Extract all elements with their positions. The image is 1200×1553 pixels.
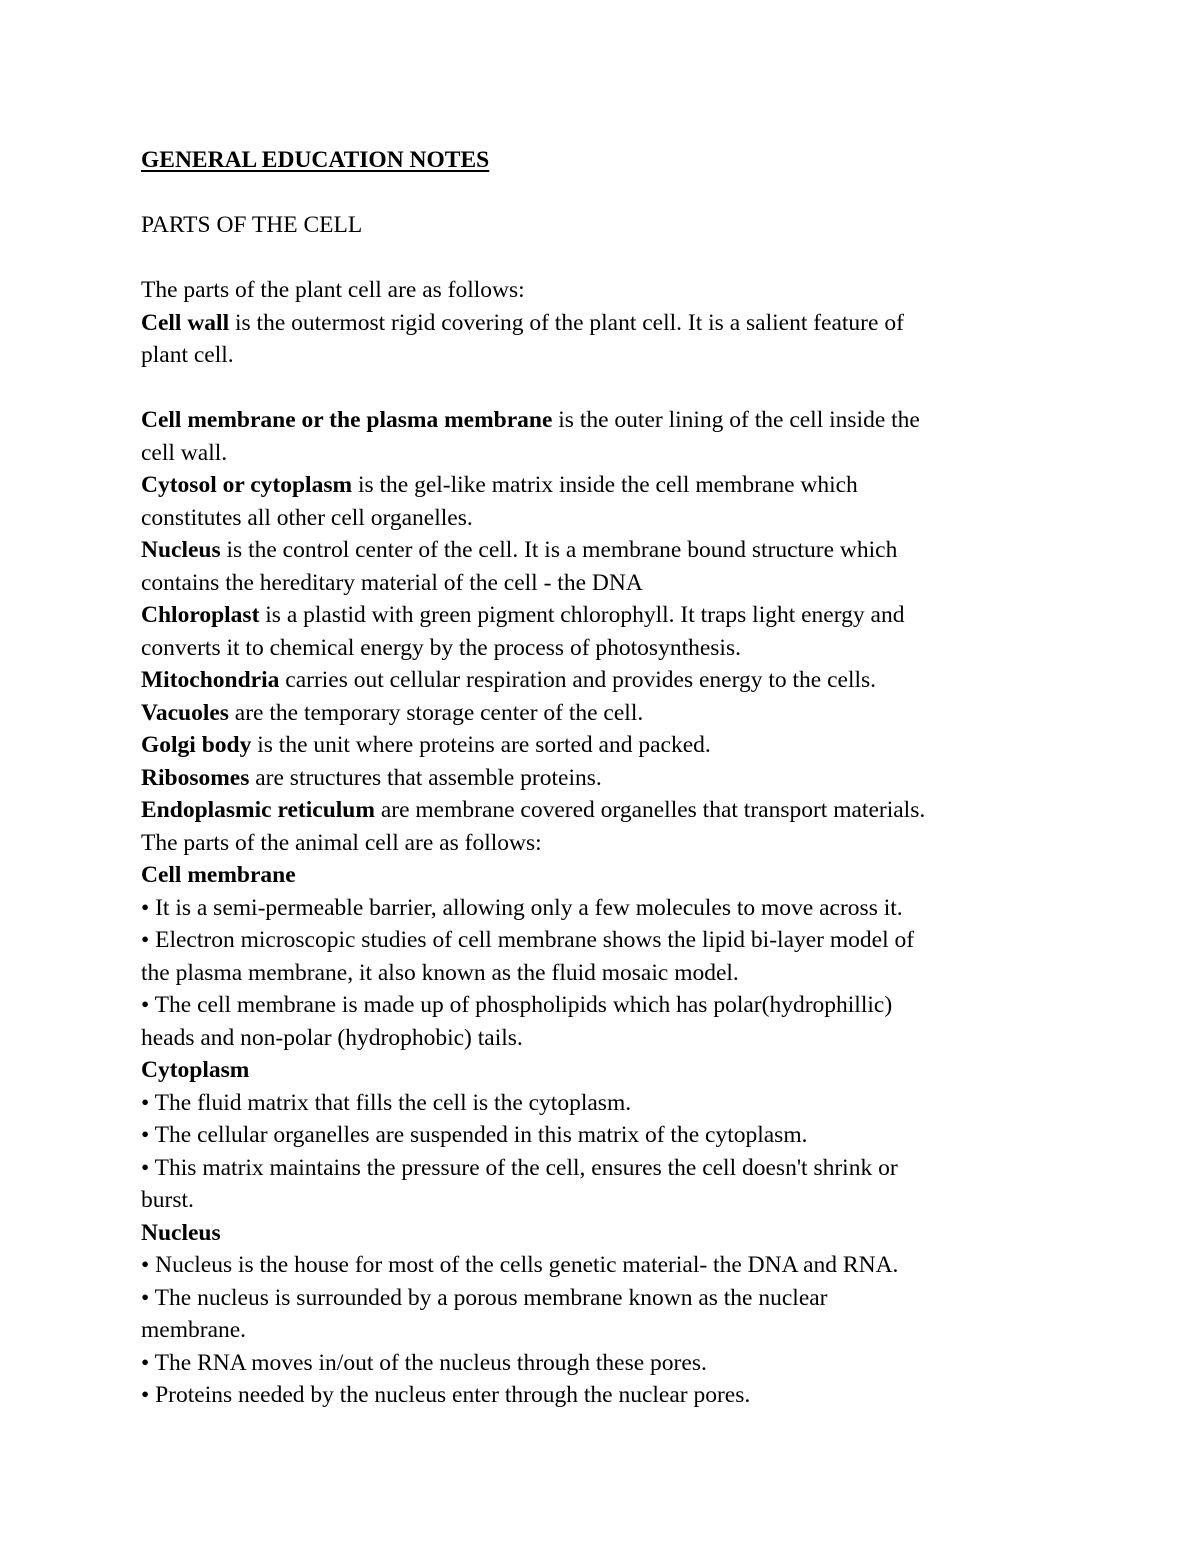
term: Cell wall	[141, 309, 230, 336]
bullet-line: • Proteins needed by the nucleus enter through the nuclear pores.	[141, 1382, 751, 1408]
plant-part-nucleus	[141, 534, 1076, 599]
spacer	[141, 177, 1076, 210]
animal-section-nucleus	[141, 1217, 1076, 1412]
term: Cytosol or cytoplasm	[141, 472, 353, 498]
section-title: PARTS OF THE CELL	[141, 212, 363, 238]
plant-cell-intro: The parts of the plant cell are as follows:	[141, 277, 525, 303]
plant-part-cell-membrane	[141, 404, 1076, 469]
animal-section-cytoplasm	[141, 1054, 1076, 1217]
section-heading: Cytoplasm	[141, 1057, 250, 1083]
section-heading: Cell membrane	[141, 862, 296, 888]
definition: is the unit where proteins are sorted and packed.	[251, 732, 711, 758]
plant-part-ribosomes	[141, 762, 1076, 795]
bullet-line: membrane.	[141, 1317, 247, 1343]
term: Vacuoles	[141, 699, 229, 726]
document-title: GENERAL EDUCATION NOTES	[141, 147, 490, 173]
bullet-line: • Electron microscopic studies of cell membrane shows the lipid bi-layer model of	[141, 927, 915, 953]
bullet-line: the plasma membrane, it also known as the fluid mosaic model.	[141, 959, 739, 986]
plant-part-chloroplast	[141, 599, 1076, 664]
definition-continued: converts it to chemical energy by the process of photosynthesis.	[141, 634, 741, 661]
definition: is the outermost rigid covering of the plant cell. It is a salient feature of	[229, 309, 904, 336]
bullet-line: • The fluid matrix that fills the cell is the cytoplasm.	[141, 1089, 632, 1116]
definition-continued: contains the hereditary material of the cell - the DNA	[141, 569, 643, 596]
bullet-line: • The nucleus is surrounded by a porous membrane known as the nuclear	[141, 1284, 828, 1311]
definition: are structures that assemble proteins.	[249, 764, 602, 791]
plant-part-cell-wall	[141, 307, 1076, 372]
document-page	[141, 144, 1076, 1412]
bullet-line: heads and non-polar (hydrophobic) tails.	[141, 1024, 523, 1051]
bullet-line: • The cell membrane is made up of phospholipids which has polar(hydrophillic)	[141, 992, 893, 1018]
animal-section-cell-membrane	[141, 859, 1076, 1054]
definition: is the outer lining of the cell inside the	[552, 407, 920, 433]
plant-part-endoplasmic-reticulum	[141, 794, 1076, 827]
plant-part-cytosol	[141, 469, 1076, 534]
bullet-line: • This matrix maintains the pressure of the cell, ensures the cell doesn't shrink or	[141, 1154, 898, 1181]
definition-continued: plant cell.	[141, 342, 234, 368]
definition: are membrane covered organelles that transport materials.	[374, 797, 926, 823]
term: Cell membrane or the plasma membrane	[141, 407, 553, 433]
definition: is the control center of the cell. It is a membrane bound structure which	[220, 537, 898, 563]
definition: are the temporary storage center of the cell.	[228, 699, 644, 726]
plant-part-vacuoles	[141, 697, 1076, 730]
term: Endoplasmic reticulum	[141, 797, 375, 823]
animal-cell-intro: The parts of the animal cell are as follows:	[141, 829, 542, 856]
term: Mitochondria	[141, 667, 280, 693]
bullet-line: • The RNA moves in/out of the nucleus through these pores.	[141, 1349, 707, 1376]
bullet-line: • It is a semi-permeable barrier, allowing only a few molecules to move across it.	[141, 894, 903, 921]
term: Nucleus	[141, 537, 221, 563]
bullet-line: burst.	[141, 1187, 194, 1213]
plant-part-mitochondria	[141, 664, 1076, 697]
section-heading: Nucleus	[141, 1219, 221, 1246]
term: Golgi body	[141, 732, 252, 758]
definition-continued: constitutes all other cell organelles.	[141, 504, 473, 531]
term: Ribosomes	[141, 764, 250, 791]
bullet-line: • Nucleus is the house for most of the cells genetic material- the DNA and RNA.	[141, 1252, 899, 1278]
definition: is the gel-like matrix inside the cell membrane which	[352, 472, 858, 498]
plant-part-golgi-body	[141, 729, 1076, 762]
spacer	[141, 372, 1076, 405]
definition: is a plastid with green pigment chlorophyll. It traps light energy and	[259, 602, 905, 628]
bullet-line: • The cellular organelles are suspended in this matrix of the cytoplasm.	[141, 1122, 808, 1148]
spacer	[141, 242, 1076, 275]
term: Chloroplast	[141, 602, 260, 628]
definition: carries out cellular respiration and provides energy to the cells.	[279, 667, 877, 693]
definition-continued: cell wall.	[141, 439, 228, 466]
